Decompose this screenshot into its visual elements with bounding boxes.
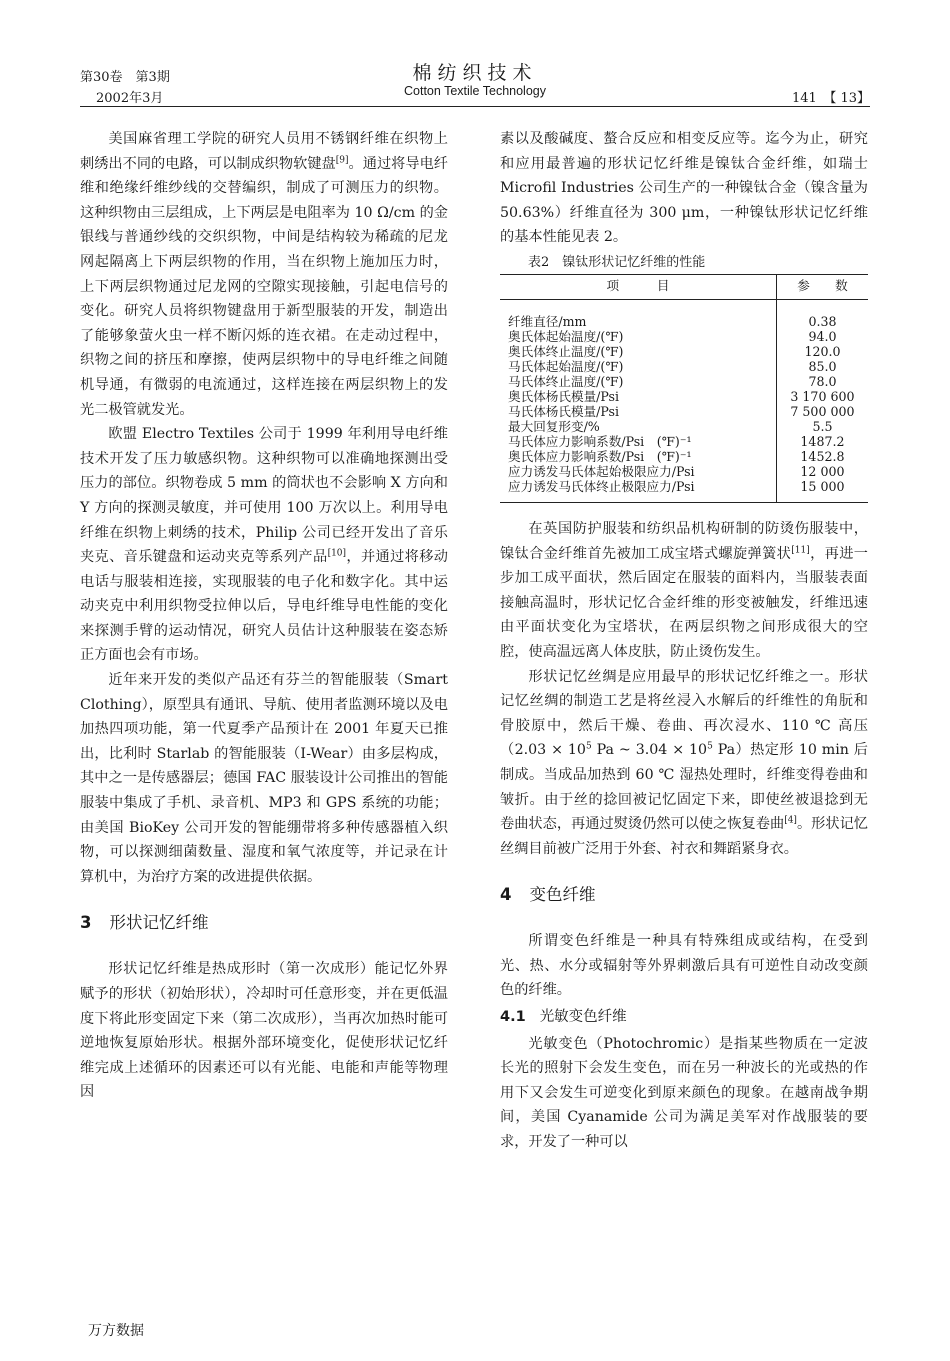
subsection-heading-4-1: 4.1 光敏变色纤维	[500, 1009, 627, 1026]
paragraph: 光敏变色（Photochromic）是指某些物质在一定波长光的照射下会发生变色，而在另一种波长的光或热的作用下又会发生可逆变化到原来颜色的现象。在越南战争期间，美国 Cyanamide 公司为满足美军对作战服装的要求，开发了一种可以	[500, 1035, 868, 1151]
properties-table	[500, 274, 868, 503]
right-column	[500, 127, 868, 1155]
table-row: 最大回复形变/% 5.5	[500, 419, 868, 434]
table-row: 纤维直径/mm 0.38	[500, 299, 868, 329]
table-row: 马氏体应力影响系数/Psi (℉)⁻¹ 1487.2	[500, 434, 868, 449]
table-row: 马氏体杨氏模量/Psi 7 500 000	[500, 404, 868, 419]
paragraph: 素以及酸碱度、螯合反应和相变反应等。迄今为止，研究和应用最普遍的形状记忆纤维是镍钛合金纤维，如瑞士 Microfil Industries 公司生产的一种镍钛合金（镍含量为 50.63%）纤维直径为 300 μm，一种镍钛形状记忆纤维的基本性能见表 2。	[500, 131, 868, 246]
table-row: 马氏体终止温度/(℉) 78.0	[500, 374, 868, 389]
table-row: 奥氏体终止温度/(℉) 120.0	[500, 344, 868, 359]
left-column	[80, 127, 448, 1105]
issue-date: 2002年3月	[96, 91, 164, 106]
table-row: 奥氏体应力影响系数/Psi (℉)⁻¹ 1452.8	[500, 449, 868, 464]
paragraph: 所谓变色纤维是一种具有特殊组成或结构，在受到光、热、水分或辐射等外界刺激后具有可逆性自动改变颜色的纤维。	[500, 933, 868, 999]
page-number: 141 【 13】	[792, 91, 870, 106]
header-rule	[80, 106, 870, 107]
table-header-value: 参 数	[776, 274, 868, 299]
paragraph: 欧盟 Electro Textiles 公司于 1999 年利用导电纤维技术开发了压力敏感织物。这种织物可以准确地探测出受压力的部位。织物卷成 5 mm 的筒状也不会影响 X 方向和 Y 方向的探测灵敏度，并可使用 100 万次以上。利用导电纤维在织物上刺绣的技术，Philip 公司已经开发出了音乐夹克、音乐键盘和运动夹克等系列产品[10]，并通过将移动电话与服装相连接，实现服装的电子化和数字化。其中运动夹克中利用织物受拉伸以后，导电纤维导电性能的变化来探测手臂的运动情况，研究人员估计这种服装在姿态矫正方面也会有市场。	[80, 426, 448, 664]
section-heading-4: 4 变色纤维	[500, 885, 596, 905]
paragraph: 近年来开发的类似产品还有芬兰的智能服装（Smart Clothing），原型具有通讯、导航、使用者监测环境以及电加热四项功能，第一代夏季产品预计在 2001 年夏天已推出，比利时 Starlab 的智能服装（Ⅰ-Wear）由多层构成，其中之一是传感器层；德国 FAC 服装设计公司推出的智能服装中集成了手机、录音机、MP3 和 GPS 系统的功能；由美国 BioKey 公司开发的智能绷带将多种传感器植入织物，可以探测细菌数量、湿度和氧气浓度等，并记录在计算机中，为治疗方案的改进提供依据。	[80, 672, 448, 885]
table-row: 应力诱发马氏体起始极限应力/Psi 12 000	[500, 464, 868, 479]
table-row: 马氏体起始温度/(℉) 85.0	[500, 359, 868, 374]
volume-issue: 第30卷 第3期	[80, 70, 170, 85]
section-heading-3: 3 形状记忆纤维	[80, 913, 209, 933]
table-row: 应力诱发马氏体终止极限应力/Psi 15 000	[500, 479, 868, 503]
paragraph: 形状记忆丝绸是应用最早的形状记忆纤维之一。形状记忆丝绸的制造工艺是将丝浸入水解后的纤维性的角朊和骨胶原中，然后干燥、卷曲、再次浸水、110 ℃ 高压（$2.03 \times 10^5$ Pa ~ $3.04 \times 10^5$ Pa）热定形 10 min 后制成。当成品加热到 60 ℃ 湿热处理时，纤维变得卷曲和皱折。由于丝的捻回被记忆固定下来，即使丝被退捻到无卷曲状态，再通过熨烫仍然可以使之恢复卷曲[4]。形状记忆丝绸目前被广泛用于外套、衬衣和舞蹈紧身衣。	[500, 668, 868, 857]
paragraph: 美国麻省理工学院的研究人员用不锈钢纤维在织物上刺绣出不同的电路，可以制成织物软键盘[9]。通过将导电纤维和绝缘纤维纱线的交替编织，制成了可测压力的织物。这种织物由三层组成，上下两层是电阻率为 10 Ω/cm 的金银线与普通纱线的交织织物，中间是结构较为稀疏的尼龙网起隔离上下两层织物的作用，当在织物上施加压力时，上下两层织物通过尼龙网的空隙实现接触，引起电信号的变化。研究人员将织物键盘用于新型服装的开发，制造出了能够象萤火虫一样不断闪烁的连衣裙。在走动过程中，织物之间的挤压和摩擦，使两层织物中的导电纤维之间随机导通，有微弱的电流通过，这样连接在两层织物上的发光二极管就发光。	[80, 131, 448, 418]
table-header-item: 项 目	[500, 274, 776, 299]
table-caption: 表2 镍钛形状记忆纤维的性能	[528, 254, 706, 270]
citation: [10]	[327, 548, 347, 559]
citation: [4]	[784, 815, 797, 826]
footer-watermark: 万方数据	[88, 1323, 144, 1339]
citation: [9]	[335, 154, 349, 165]
journal-title-cn: 棉纺织技术	[412, 62, 538, 84]
paragraph: 在英国防护服装和纺织品机构研制的防烫伤服装中，镍钛合金纤维首先被加工成宝塔式螺旋弹簧状[11]，再进一步加工成平面状，然后固定在服装的面料内，当服装表面接触高温时，形状记忆合金纤维的形变被触发，纤维迅速由平面状变化为宝塔状，在两层织物之间形成很大的空腔，使高温远离人体皮肤，防止烫伤发生。	[500, 520, 868, 660]
citation: [11]	[791, 544, 810, 555]
page-header	[0, 0, 950, 110]
paragraph: 形状记忆纤维是热成形时（第一次成形）能记忆外界赋予的形状（初始形状），冷却时可任意形变，并在更低温度下将此形变固定下来（第二次成形），当再次加热时能可逆地恢复原始形状。根据外部环境变化，促使形状记忆纤维完成上述循环的因素还可以有光能、电能和声能等物理因	[80, 961, 448, 1101]
journal-title-en: Cotton Textile Technology	[404, 84, 546, 98]
table-row: 奥氏体起始温度/(℉) 94.0	[500, 329, 868, 344]
table-row: 奥氏体杨氏模量/Psi 3 170 600	[500, 389, 868, 404]
